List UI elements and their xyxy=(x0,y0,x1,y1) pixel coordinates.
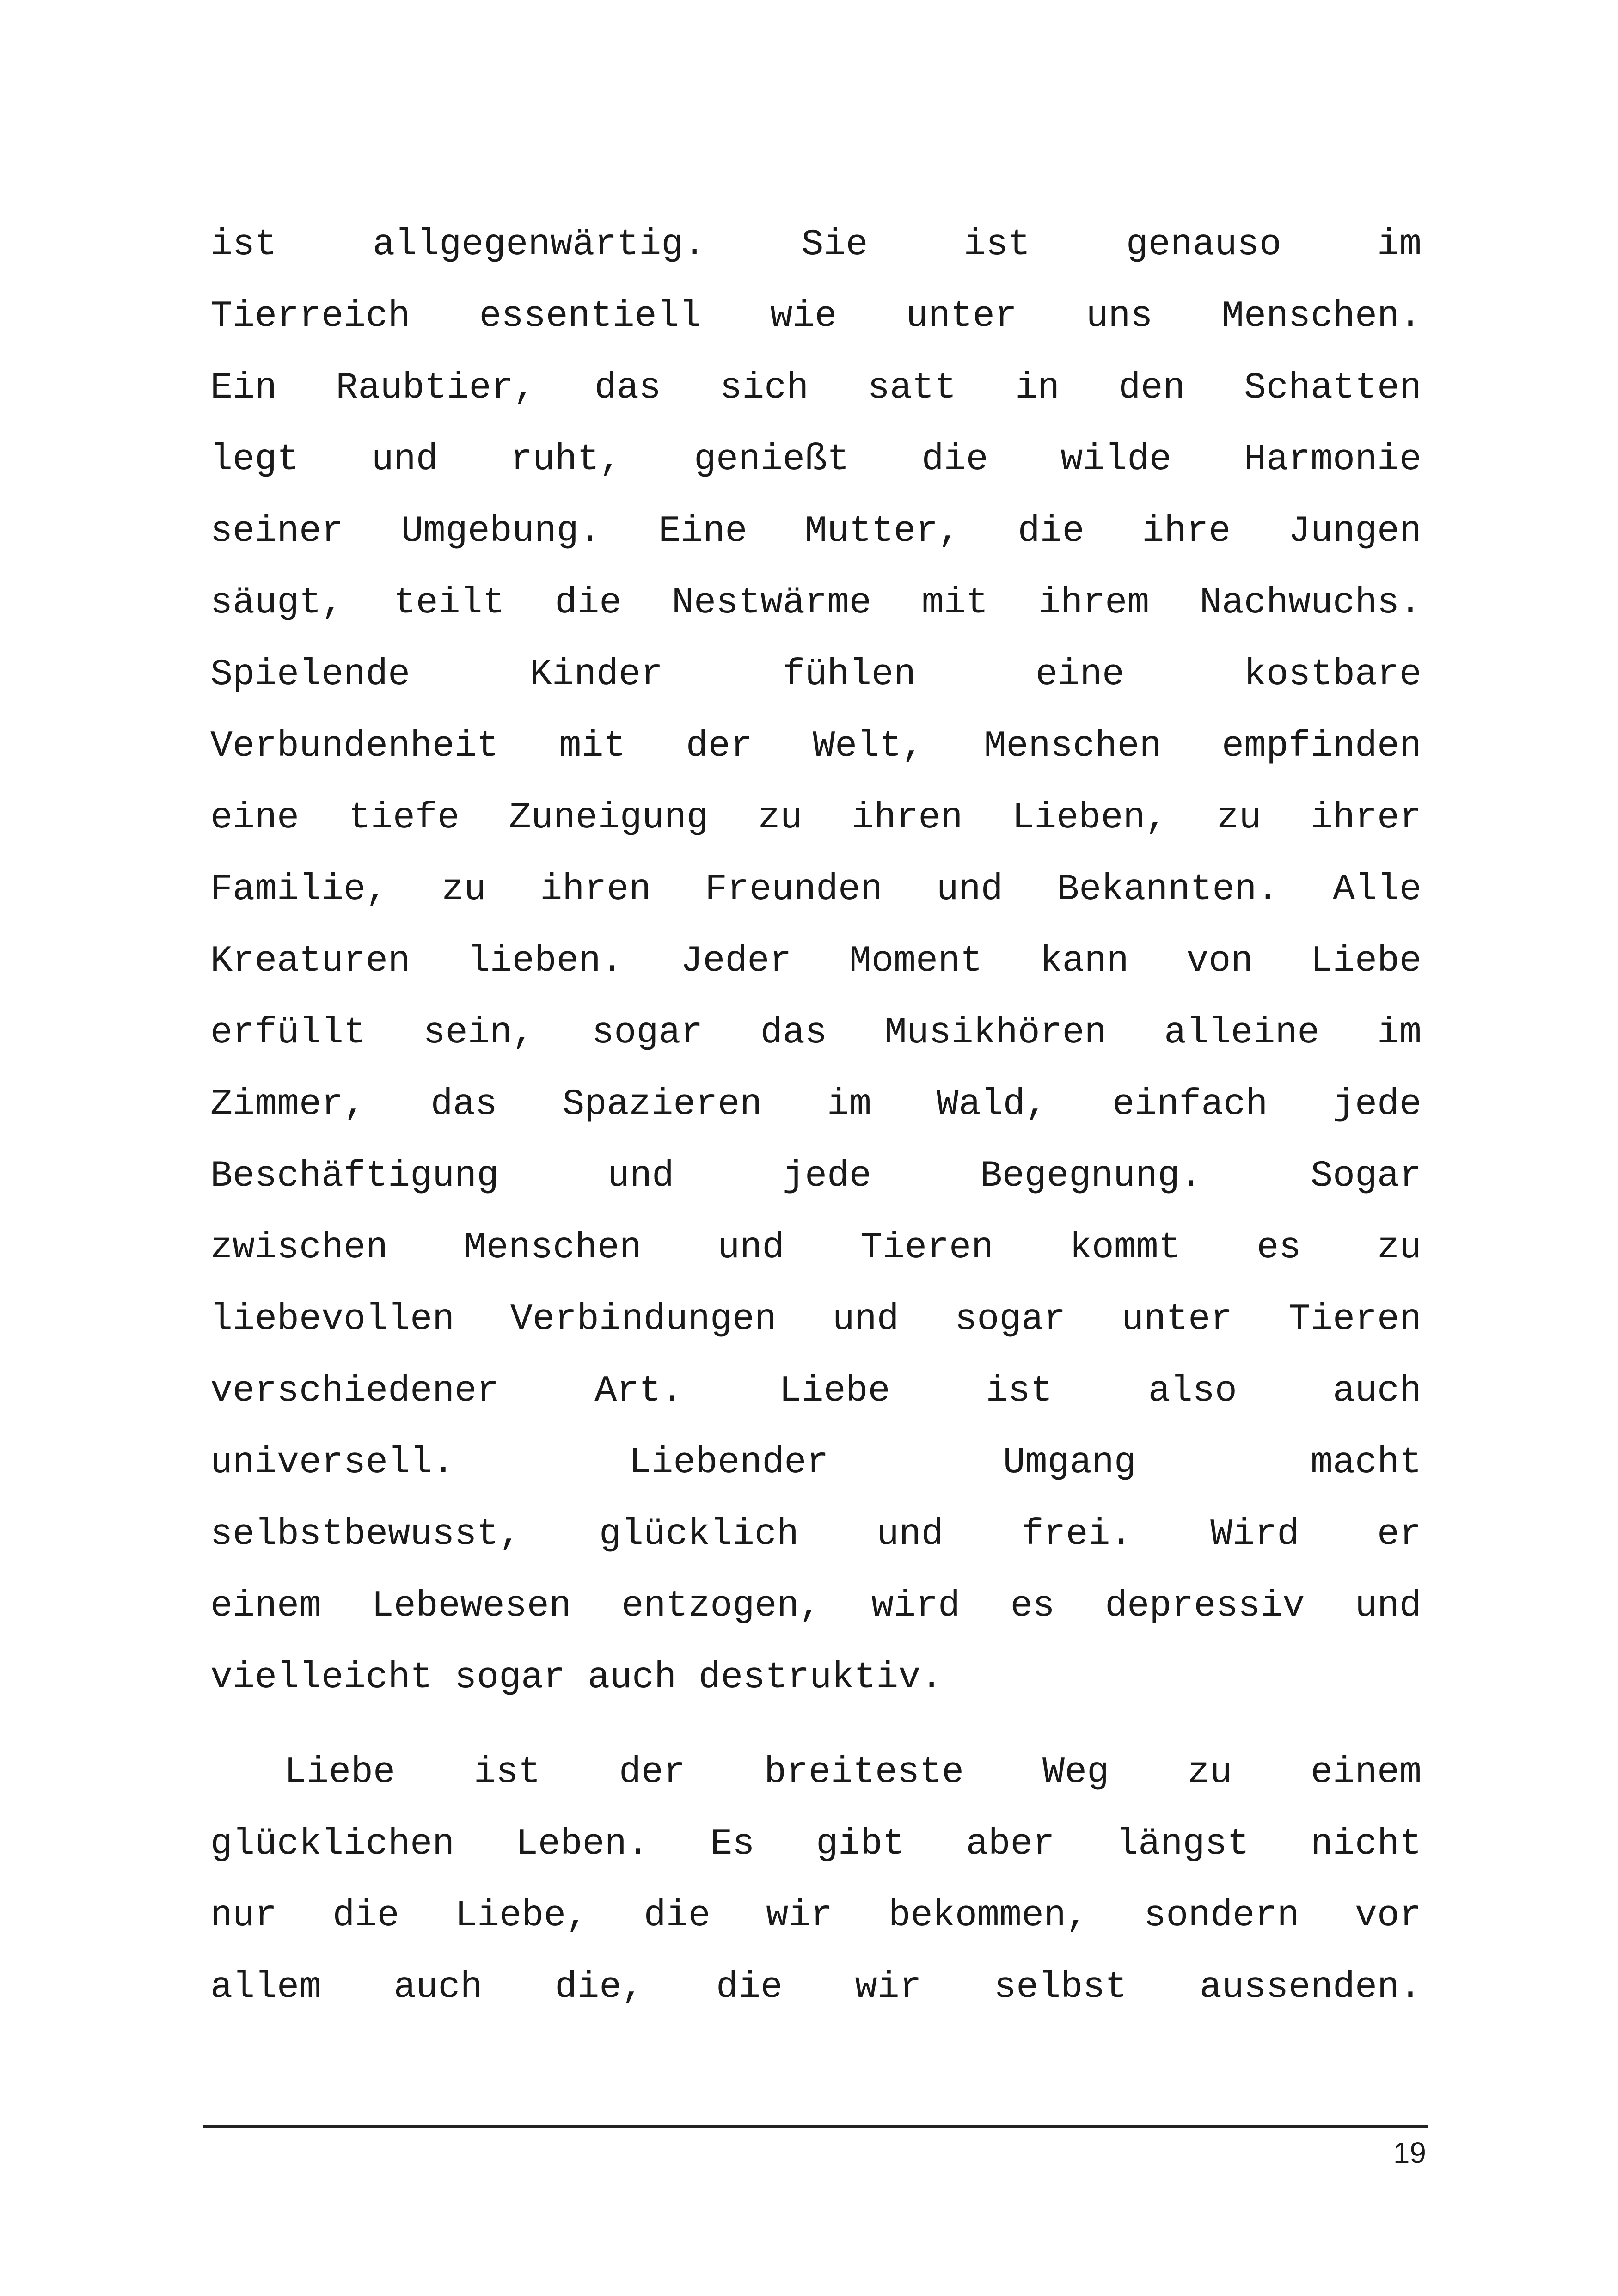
text-line: Spielende Kinder fühlen eine kostbare xyxy=(210,654,1422,696)
text-line: Verbundenheit mit der Welt, Menschen empfinden xyxy=(210,725,1422,767)
text-line: Familie, zu ihren Freunden und Bekannten. Alle xyxy=(210,869,1422,911)
text-line: einem Lebewesen entzogen, wird es depressiv und xyxy=(210,1585,1422,1627)
text-line: erfüllt sein, sogar das Musikhören alleine im xyxy=(210,1012,1422,1054)
text-line: selbstbewusst, glücklich und frei. Wird er xyxy=(210,1513,1422,1555)
paragraph-2 xyxy=(210,1737,1422,2023)
text-line: Tierreich essentiell wie unter uns Menschen. xyxy=(210,295,1422,337)
text-line: ist allgegenwärtig. Sie ist genauso im xyxy=(210,224,1422,266)
text-line: Kreaturen lieben. Jeder Moment kann von Liebe xyxy=(210,940,1422,982)
text-line: vielleicht sogar auch destruktiv. xyxy=(210,1657,943,1699)
text-line: zwischen Menschen und Tieren kommt es zu xyxy=(210,1227,1422,1269)
paragraph-1 xyxy=(210,209,1422,1714)
text-line: Liebe ist der breiteste Weg zu einem xyxy=(284,1751,1422,1794)
page-number: 19 xyxy=(1393,2136,1426,2169)
paragraph-gap xyxy=(210,1714,1422,1737)
text-line: Beschäftigung und jede Begegnung. Sogar xyxy=(210,1155,1422,1197)
text-line: säugt, teilt die Nestwärme mit ihrem Nachwuchs. xyxy=(210,582,1422,624)
text-line: allem auch die, die wir selbst aussenden. xyxy=(210,1966,1422,2008)
text-line: Ein Raubtier, das sich satt in den Schatten xyxy=(210,367,1422,409)
text-line: verschiedener Art. Liebe ist also auch xyxy=(210,1370,1422,1412)
text-line: universell. Liebender Umgang macht xyxy=(210,1442,1422,1484)
text-line: seiner Umgebung. Eine Mutter, die ihre Jungen xyxy=(210,510,1422,552)
text-line: legt und ruht, genießt die wilde Harmonie xyxy=(210,439,1422,481)
text-line: eine tiefe Zuneigung zu ihren Lieben, zu ihrer xyxy=(210,797,1422,839)
text-line: nur die Liebe, die wir bekommen, sondern vor xyxy=(210,1895,1422,1937)
text-line: glücklichen Leben. Es gibt aber längst nicht xyxy=(210,1823,1422,1865)
footer-divider xyxy=(203,2125,1428,2128)
page-body xyxy=(210,209,1422,2023)
text-line: liebevollen Verbindungen und sogar unter Tieren xyxy=(210,1298,1422,1341)
text-line: Zimmer, das Spazieren im Wald, einfach jede xyxy=(210,1084,1422,1126)
